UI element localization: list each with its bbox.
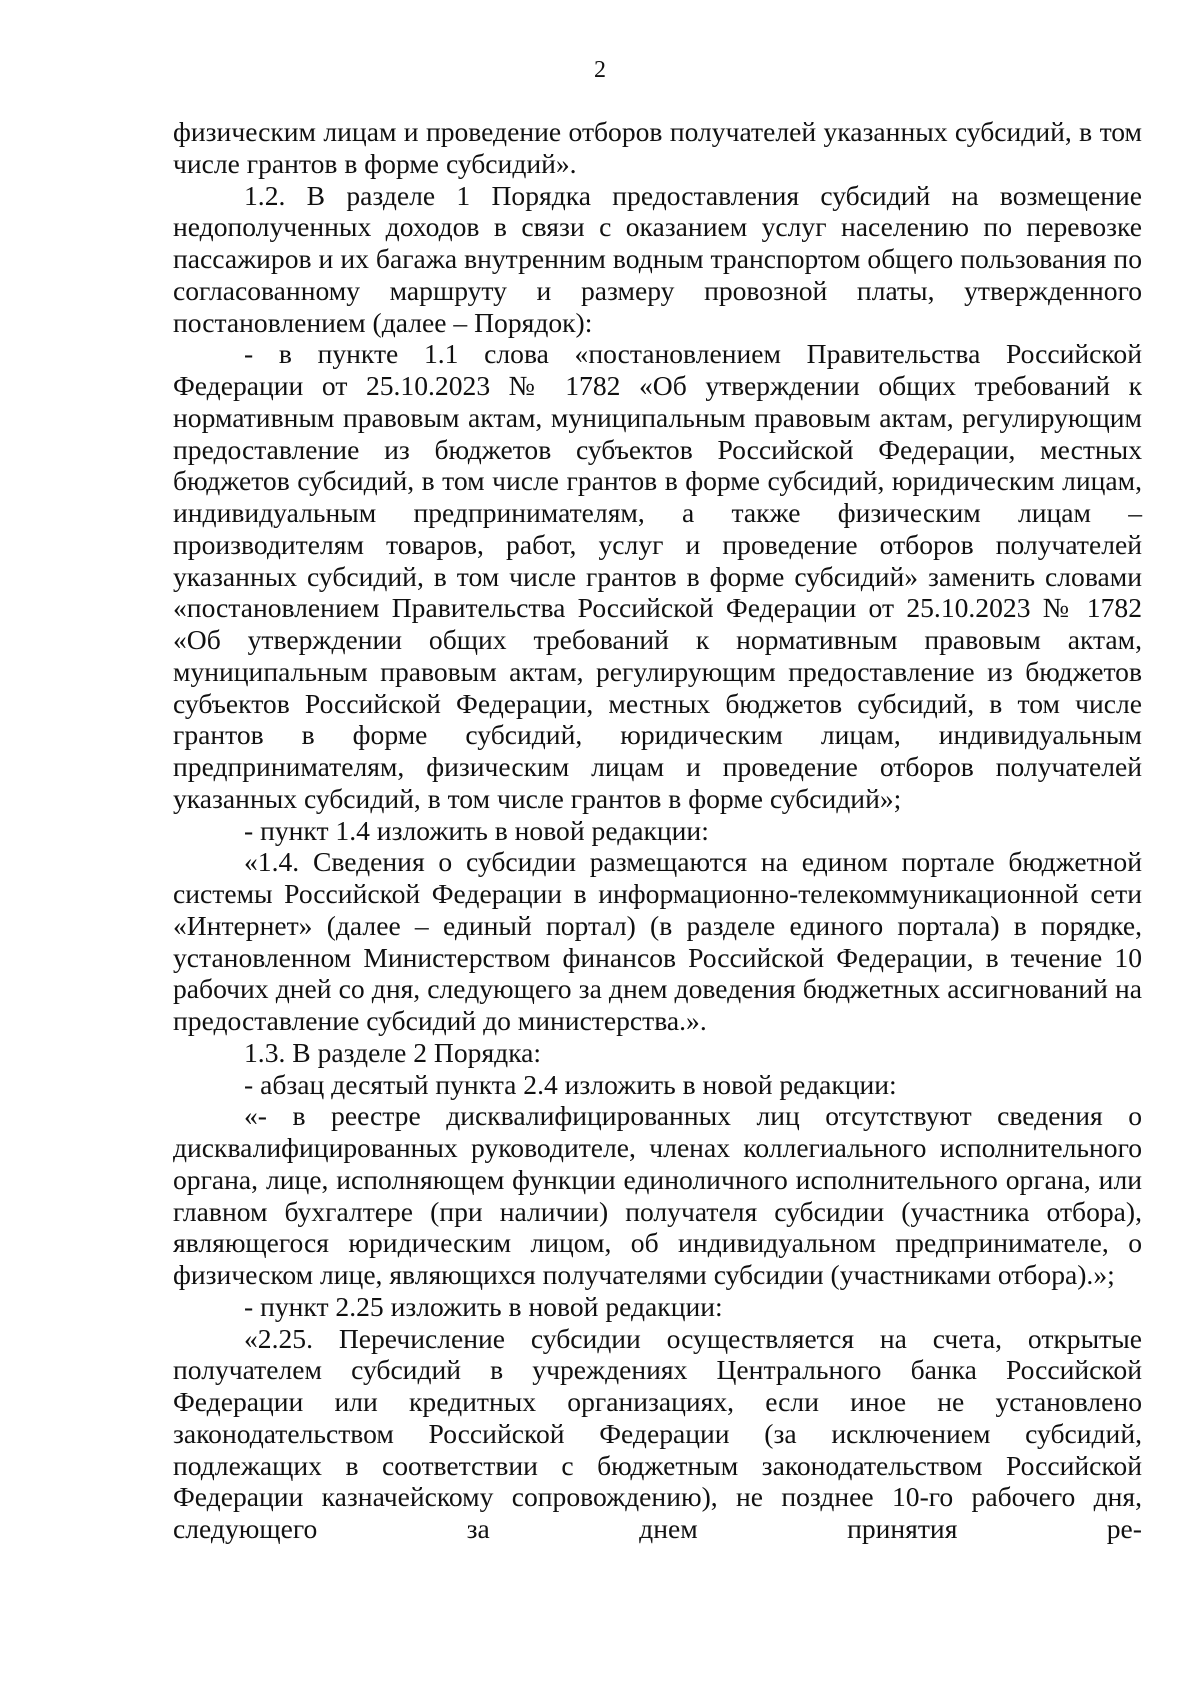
- paragraph-point-2-4-intro: - абзац десятый пункта 2.4 изложить в новой редакции:: [244, 1068, 897, 1100]
- paragraph-point-2-25-text: «2.25. Перечисление субсидии осуществляется на счета, открытые получателем субсидий в учреждениях Центрального банка Российской Федерации или кредитных организациях, если иное не установлено законодательством Российской Федерации (за исключением субсидий, подлежащих в соответствии с бюджетным законодательством Российской Федерации казначейскому сопровождению), не позднее 10-го рабочего дня, следующего за днем принятия ре-: [173, 1322, 1142, 1544]
- paragraph-point-1-4-text: «1.4. Сведения о субсидии размещаются на едином портале бюджетной системы Российской Федерации в информационно-телекоммуникационной сети «Интернет» (далее – единый портал) (в разделе единого портала) в порядке, установленном Министерством финансов Российской Федерации, в течение 10 рабочих дней со дня, следующего за днем доведения бюджетных ассигнований на предоставление субсидий до министерства.».: [173, 846, 1142, 1036]
- paragraph-point-2-4-text: «- в реестре дисквалифицированных лиц отсутствуют сведения о дисквалифицированных руководителе, членах коллегиального исполнительного органа, лице, исполняющем функции единоличного исполнительного органа, или главном бухгалтере (при наличии) получателя субсидии (участника отбора), являющегося юридическим лицом, об индивидуальном предпринимателе, о физическом лице, являющихся получателями субсидии (участниками отбора).»;: [173, 1100, 1142, 1290]
- page-number: 2: [594, 57, 606, 83]
- paragraph-point-2-25-intro: - пункт 2.25 изложить в новой редакции:: [244, 1290, 723, 1322]
- document-body: [173, 116, 1142, 1545]
- paragraph-point-1-1: - в пункте 1.1 слова «постановлением Правительства Российской Федерации от 25.10.2023 № 1782 «Об утверждении общих требований к нормативным правовым актам, муниципальным правовым актам, регулирующим предоставление из бюджетов субъектов Российской Федерации, местных бюджетов субсидий, в том числе грантов в форме субсидий, юридическим лицам, индивидуальным предпринимателям, а также физическим лицам – производителям товаров, работ, услуг и проведение отборов получателей указанных субсидий, в том числе грантов в форме субсидий» заменить словами «постановлением Правительства Российской Федерации от 25.10.2023 № 1782 «Об утверждении общих требований к нормативным правовым актам, муниципальным правовым актам, регулирующим предоставление из бюджетов субъектов Российской Федерации, местных бюджетов субсидий, в том числе грантов в форме субсидий, юридическим лицам, индивидуальным предпринимателям, физическим лицам и проведение отборов получателей указанных субсидий, в том числе грантов в форме субсидий»;: [173, 338, 1142, 814]
- paragraph-point-1-4-intro: - пункт 1.4 изложить в новой редакции:: [244, 814, 709, 846]
- paragraph-1-3: 1.3. В разделе 2 Порядка:: [244, 1036, 542, 1068]
- paragraph-1-2: 1.2. В разделе 1 Порядка предоставления субсидий на возмещение недополученных доходов в связи с оказанием услуг населению по перевозке пассажиров и их багажа внутренним водным транспортом общего пользования по согласованному маршруту и размеру провозной платы, утвержденного постановлением (далее – Порядок):: [173, 179, 1142, 338]
- paragraph-continuation: физическим лицам и проведение отборов получателей указанных субсидий, в том числе грантов в форме субсидий».: [173, 116, 1142, 179]
